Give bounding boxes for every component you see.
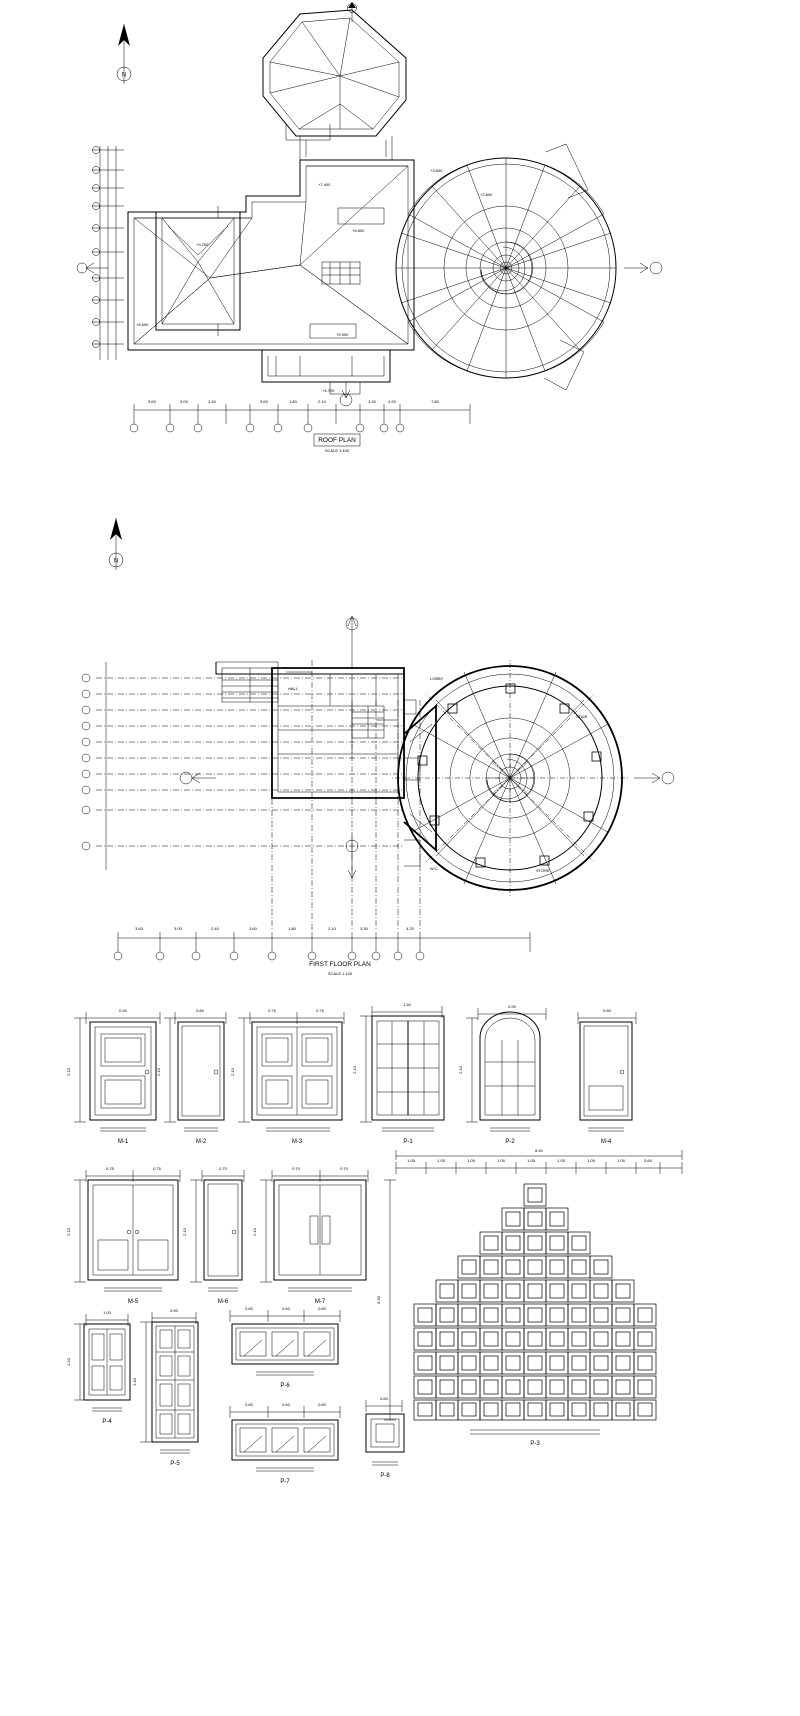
svg-text:0.60: 0.60 <box>245 1402 253 1407</box>
svg-text:6.30: 6.30 <box>376 1296 381 1304</box>
schedule-tag-p8: P-8 <box>380 1473 390 1479</box>
schedule-tag-p6: P-6 <box>280 1383 290 1389</box>
floor-room-5: STORE <box>536 868 550 873</box>
svg-text:0.70: 0.70 <box>340 1166 348 1171</box>
floor-room-4: W.C. <box>430 866 439 871</box>
schedule-item-m6 <box>182 1166 244 1305</box>
floor-plan-title: FIRST FLOOR PLAN <box>309 961 371 968</box>
svg-text:0.60: 0.60 <box>282 1402 290 1407</box>
roof-tag-1: +9.200 <box>196 242 209 247</box>
schedule-tag-p1: P-1 <box>403 1139 413 1145</box>
roof-tag-8: +2.800 <box>480 192 493 197</box>
circular-hall-plan <box>392 660 674 896</box>
svg-text:3.60: 3.60 <box>135 926 143 931</box>
schedule-tag-p7: P-7 <box>280 1479 290 1485</box>
roof-plan-scale: SCALE 1:100 <box>324 448 350 453</box>
schedule-row-2 <box>66 1148 682 1447</box>
schedule-tag-p2: P-2 <box>505 1139 515 1145</box>
schedule-tag-m7: M-7 <box>314 1299 326 1305</box>
svg-text:2.40: 2.40 <box>132 1378 137 1386</box>
schedule-item-m4 <box>578 1008 636 1145</box>
svg-text:1.05: 1.05 <box>587 1158 595 1163</box>
roof-plan-group <box>77 2 662 453</box>
svg-text:0.60: 0.60 <box>282 1306 290 1311</box>
schedule-row-3 <box>66 1306 404 1485</box>
schedule-item-m3 <box>230 1008 344 1145</box>
svg-text:2.10: 2.10 <box>156 1068 161 1076</box>
schedule-tag-p5: P-5 <box>170 1461 180 1467</box>
schedule-tag-m4: M-4 <box>600 1139 612 1145</box>
schedule-tag-m5: M-5 <box>127 1299 139 1305</box>
floor-room-1: HALL <box>288 686 299 691</box>
schedule-row-1 <box>66 1002 636 1145</box>
svg-text:0.75: 0.75 <box>106 1166 114 1171</box>
spiral-stair-detail <box>352 706 384 738</box>
svg-text:0.84: 0.84 <box>644 1158 652 1163</box>
floor-room-3: STAIR <box>576 714 588 719</box>
floor-plan-grid-left <box>82 662 404 870</box>
roof-tag-4: +6.800 <box>352 228 365 233</box>
svg-text:8.40: 8.40 <box>535 1148 543 1153</box>
north-arrow-floor <box>109 518 123 570</box>
roof-tag-6: +4.700 <box>322 388 335 393</box>
svg-text:0.60: 0.60 <box>318 1306 326 1311</box>
floor-room-2: LOBBY <box>430 676 444 681</box>
svg-text:2.10: 2.10 <box>182 1228 187 1236</box>
svg-text:2.10: 2.10 <box>318 399 326 404</box>
svg-text:0.90: 0.90 <box>170 1308 178 1313</box>
schedule-tag-m3: M-3 <box>291 1139 303 1145</box>
svg-text:2.10: 2.10 <box>458 1066 463 1074</box>
schedule-tag-m6: M-6 <box>217 1299 229 1305</box>
svg-text:2.40: 2.40 <box>208 399 216 404</box>
svg-text:0.60: 0.60 <box>380 1396 388 1401</box>
schedule-item-p3 <box>376 1148 682 1447</box>
schedule-item-p5 <box>132 1308 198 1467</box>
entry-porch-roof <box>263 2 406 160</box>
roof-tag-7: +3.600 <box>430 168 443 173</box>
roof-plan-left-dims <box>77 146 124 360</box>
svg-text:0.75: 0.75 <box>268 1008 276 1013</box>
schedule-item-p8 <box>366 1396 404 1479</box>
svg-text:0.80: 0.80 <box>196 1008 204 1013</box>
svg-text:0.60: 0.60 <box>318 1402 326 1407</box>
roof-tag-3: +7.400 <box>318 182 331 187</box>
svg-text:2.10: 2.10 <box>66 1228 71 1236</box>
north-arrow-roof <box>117 24 131 84</box>
svg-text:1.05: 1.05 <box>557 1158 565 1163</box>
svg-text:2.40: 2.40 <box>211 926 219 931</box>
schedule-item-p6 <box>230 1306 340 1389</box>
schedule-tag-m2: M-2 <box>195 1139 207 1145</box>
svg-text:1.05: 1.05 <box>437 1158 445 1163</box>
schedule-tag-p3: P-3 <box>530 1441 540 1447</box>
svg-text:1.05: 1.05 <box>617 1158 625 1163</box>
svg-text:2.10: 2.10 <box>66 1068 71 1076</box>
schedule-item-m7 <box>252 1166 368 1305</box>
svg-text:3.30: 3.30 <box>368 399 376 404</box>
roof-plan-bottom-dims <box>130 382 470 453</box>
svg-text:0.75: 0.75 <box>316 1008 324 1013</box>
svg-text:0.70: 0.70 <box>292 1166 300 1171</box>
svg-text:1.05: 1.05 <box>407 1158 415 1163</box>
svg-text:3.60: 3.60 <box>249 926 257 931</box>
svg-text:1.80: 1.80 <box>289 399 297 404</box>
schedule-item-m2 <box>156 1008 226 1145</box>
roof-tag-2: +8.600 <box>136 322 149 327</box>
svg-text:0.90: 0.90 <box>508 1004 516 1009</box>
schedule-item-m5 <box>66 1166 180 1305</box>
svg-text:0.90: 0.90 <box>119 1008 127 1013</box>
schedule-item-p4 <box>66 1310 130 1425</box>
svg-text:3.00: 3.00 <box>180 399 188 404</box>
roof-plan-title: ROOF PLAN <box>318 437 356 444</box>
svg-text:2.10: 2.10 <box>352 1066 357 1074</box>
floor-plan-bottom-dims <box>114 926 530 976</box>
schedule-item-m1 <box>66 1008 160 1145</box>
svg-text:4.20: 4.20 <box>388 399 396 404</box>
svg-text:4.20: 4.20 <box>406 926 414 931</box>
schedule-item-p7 <box>230 1402 340 1485</box>
svg-text:2.10: 2.10 <box>230 1068 235 1076</box>
floor-plan-walls <box>216 662 420 866</box>
svg-text:N: N <box>121 72 127 79</box>
svg-text:3.00: 3.00 <box>174 926 182 931</box>
main-roof-body <box>128 160 414 394</box>
circular-pavilion-roof <box>396 144 662 390</box>
schedule-tag-m1: M-1 <box>117 1139 129 1145</box>
svg-text:1.20: 1.20 <box>66 1358 71 1366</box>
svg-text:1.80: 1.80 <box>288 926 296 931</box>
svg-text:N: N <box>113 558 119 565</box>
svg-text:0.60: 0.60 <box>245 1306 253 1311</box>
schedule-item-p2 <box>458 1004 546 1145</box>
svg-text:0.75: 0.75 <box>153 1166 161 1171</box>
roof-tag-5: +5.900 <box>336 332 349 337</box>
svg-text:3.60: 3.60 <box>148 399 156 404</box>
svg-text:1.50: 1.50 <box>403 1002 411 1007</box>
svg-text:2.10: 2.10 <box>328 926 336 931</box>
svg-text:1.05: 1.05 <box>467 1158 475 1163</box>
svg-text:3.60: 3.60 <box>260 399 268 404</box>
svg-text:1.05: 1.05 <box>527 1158 535 1163</box>
svg-text:0.80: 0.80 <box>603 1008 611 1013</box>
stair-run <box>222 668 278 702</box>
floor-plan-group <box>82 518 674 976</box>
svg-text:7.80: 7.80 <box>431 399 439 404</box>
floor-plan-scale: SCALE 1:100 <box>327 971 353 976</box>
schedule-item-p1 <box>352 1002 444 1145</box>
svg-text:2.10: 2.10 <box>252 1228 257 1236</box>
schedule-tag-p4: P-4 <box>102 1419 112 1425</box>
svg-text:1.05: 1.05 <box>497 1158 505 1163</box>
svg-text:1.00: 1.00 <box>103 1310 111 1315</box>
svg-text:3.30: 3.30 <box>360 926 368 931</box>
svg-text:0.70: 0.70 <box>219 1166 227 1171</box>
